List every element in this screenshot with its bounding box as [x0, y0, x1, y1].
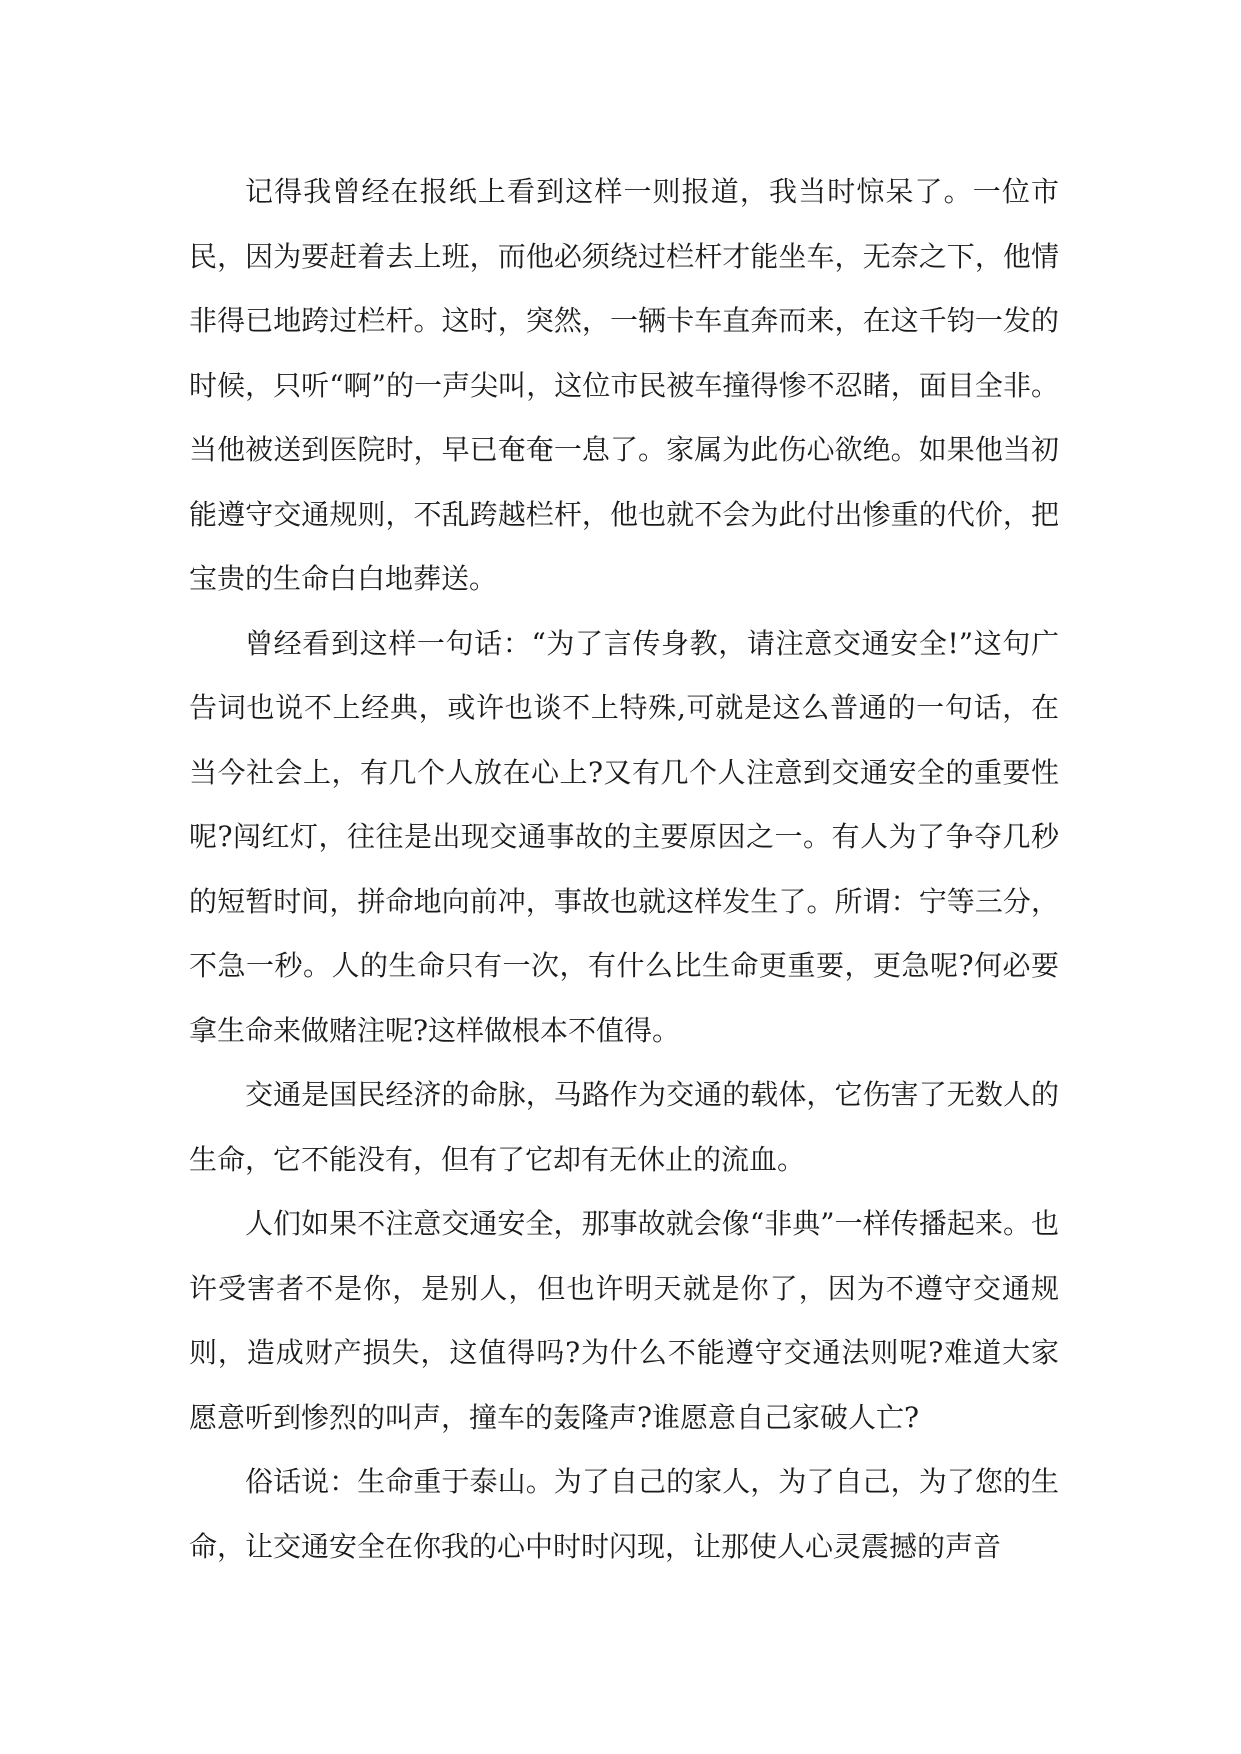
paragraph-5: 俗话说：生命重于泰山。为了自己的家人，为了自己，为了您的生命，让交通安全在你我的心中时时闪现，让那使人心灵震撼的声音	[189, 1465, 1059, 1563]
paragraph-1: 记得我曾经在报纸上看到这样一则报道，我当时惊呆了。一位市民，因为要赶着去上班，而他必须绕过栏杆才能坐车，无奈之下，他情非得已地跨过栏杆。这时，突然，一辆卡车直奔而来，在这千钧一发的时候，只听“啊”的一声尖叫，这位市民被车撞得惨不忍睹，面目全非。当他被送到医院时，早已奄奄一息了。家属为此伤心欲绝。如果他当初能遵守交通规则，不乱跨越栏杆，他也就不会为此付出惨重的代价，把宝贵的生命白白地葬送。	[189, 175, 1059, 595]
paragraph-2: 曾经看到这样一句话：“为了言传身教，请注意交通安全!”这句广告词也说不上经典，或许也谈不上特殊,可就是这么普通的一句话，在当今社会上，有几个人放在心上?又有几个人注意到交通安全的重要性呢?闯红灯，往往是出现交通事故的主要原因之一。有人为了争夺几秒的短暂时间，拼命地向前冲，事故也就这样发生了。所谓：宁等三分，不急一秒。人的生命只有一次，有什么比生命更重要，更急呢?何必要拿生命来做赌注呢?这样做根本不值得。	[189, 626, 1059, 1047]
paragraph-4: 人们如果不注意交通安全，那事故就会像“非典”一样传播起来。也许受害者不是你，是别人，但也许明天就是你了，因为不遵守交通规则，造成财产损失，这值得吗?为什么不能遵守交通法则呢?难道大家愿意听到惨烈的叫声，撞车的轰隆声?谁愿意自己家破人亡?	[189, 1207, 1059, 1434]
body-text	[189, 160, 1059, 1579]
paragraph-3: 交通是国民经济的命脉，马路作为交通的载体，它伤害了无数人的生命，它不能没有，但有了它却有无休止的流血。	[189, 1078, 1059, 1176]
